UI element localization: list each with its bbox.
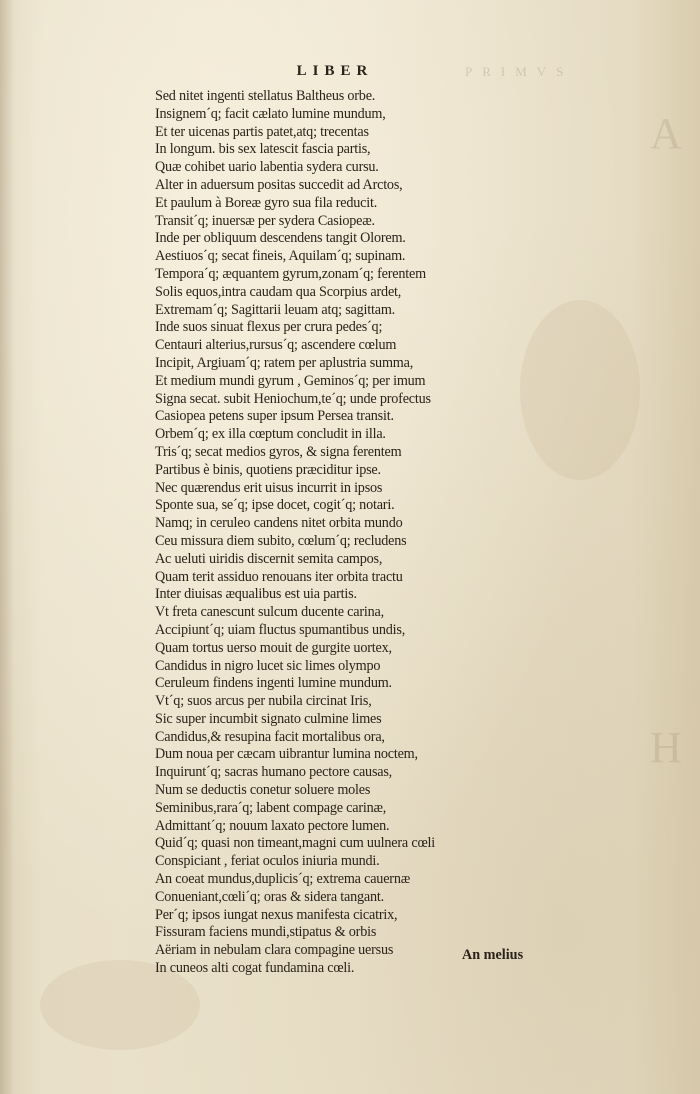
verse-line: Casiopea petens super ipsum Persea transit. (155, 408, 394, 425)
verse-line: Vt freta canescunt sulcum ducente carina, (155, 604, 384, 621)
verse-line: Dum noua per cæcam uibrantur lumina noctem, (155, 746, 418, 763)
verse-line: Quæ cohibet uario labentia sydera cursu. (155, 159, 379, 176)
verse-line: Admittant´q; nouum laxato pectore lumen. (155, 817, 390, 834)
verse-line: Ac ueluti uiridis discernit semita campos, (155, 550, 383, 567)
verse-line: Partibus è binis, quotiens præciditur ipse. (155, 461, 381, 478)
gutter-shadow (0, 0, 14, 1094)
verse-line: Nec quærendus erit uisus incurrit in ipsos (155, 479, 383, 496)
bleed-through-running-head: PRIMVS (465, 64, 574, 79)
verse-line: Transit´q; inuersæ per sydera Casiopeæ. (155, 212, 375, 229)
verse-line: Quid´q; quasi non timeant,magni cum uulnera cœli (155, 835, 435, 852)
verse-line: Per´q; ipsos iungat nexus manifesta cicatrix, (155, 906, 398, 923)
verse-line: Et paulum à Boreæ gyro sua fila reducit. (155, 194, 378, 211)
verse-line: Orbem´q; ex illa cœptum concludit in illa. (155, 426, 386, 443)
verse-line: Centauri alterius,rursus´q; ascendere cœlum (155, 337, 397, 354)
verse-line: Tris´q; secat medios gyros, & signa ferentem (155, 443, 402, 460)
verse-line: Accipiunt´q; uiam fluctus spumantibus undis, (155, 621, 406, 638)
verse-line: Tempora´q; æquantem gyrum,zonam´q; ferentem (155, 265, 426, 282)
verse-line: Incipit, Argiuam´q; ratem per aplustria summa, (155, 354, 414, 371)
paper-stain (520, 300, 640, 480)
verse-line: Aestiuos´q; secat fineis, Aquilam´q; supinam. (155, 248, 406, 265)
verse-line: Conspiciant , feriat oculos iniuria mundi. (155, 853, 380, 870)
bleed-through-initial: A (650, 109, 682, 158)
running-head: LIBER (296, 63, 374, 79)
verse-line: Candidus,& resupina facit mortalibus ora, (155, 728, 385, 745)
verse-line: Insignem´q; facit cælato lumine mundum, (155, 105, 386, 122)
verse-line: Conueniant,cœli´q; oras & sidera tangant. (155, 888, 384, 905)
verse-line: Candidus in nigro lucet sic limes olympo (155, 657, 381, 674)
verse-line: Quam tortus uerso mouit de gurgite uortex, (155, 639, 392, 656)
verse-line: Ceruleum findens ingenti lumine mundum. (155, 675, 392, 692)
verse-line: Quam terit assiduo renouans iter orbita tractu (155, 568, 403, 585)
verse-line: Inde suos sinuat flexus per crura pedes´q; (155, 319, 383, 336)
verse-line: Fissuram faciens mundi,stipatus & orbis (155, 924, 377, 941)
verse-line: Alter in aduersum positas succedit ad Arctos, (155, 176, 403, 193)
verse-line: Inde per obliquum descendens tangit Olorem. (155, 230, 406, 247)
verse-line: Inquirunt´q; sacras humano pectore causas, (155, 764, 393, 781)
verse-line: Seminibus,rara´q; labent compage carinæ, (155, 799, 387, 816)
verse-line: In longum. bis sex latescit fascia partis, (155, 141, 371, 158)
verse-line: Ceu missura diem subito, cœlum´q; recludens (155, 532, 407, 549)
verse-line: Et ter uicenas partis patet,atq; trecentas (155, 123, 369, 140)
verse-block (155, 88, 485, 978)
verse-line: Vt´q; suos arcus per nubila circinat Iris, (155, 693, 372, 710)
verse-line: Sponte sua, se´q; ipse docet, cogit´q; notari. (155, 497, 395, 514)
verse-line: An coeat mundus,duplicis´q; extrema cauernæ (155, 871, 410, 888)
verse-line: Sed nitet ingenti stellatus Baltheus orbe. (155, 88, 376, 104)
verse-line: Inter diuisas æqualibus est uia partis. (155, 586, 357, 603)
verse-line: Num se deductis conetur soluere moles (155, 782, 371, 799)
bleed-through-initial: H (650, 723, 682, 772)
verse-line: Aëriam in nebulam clara compagine uersus (155, 942, 394, 959)
verse-line: Signa secat. subit Heniochum,te´q; unde profectus (155, 390, 431, 407)
catchword: An melius (462, 947, 524, 963)
verse-line: In cuneos alti cogat fundamina cœli. (155, 960, 355, 977)
verse-line: Namq; in ceruleo candens nitet orbita mundo (155, 515, 403, 532)
verse-line: Sic super incumbit signato culmine limes (155, 710, 382, 727)
verse-line: Solis equos,intra caudam qua Scorpius ardet, (155, 283, 402, 300)
verse-line: Et medium mundi gyrum , Geminos´q; per imum (155, 372, 426, 389)
verse-line: Extremam´q; Sagittarii leuam atq; sagittam. (155, 301, 396, 318)
